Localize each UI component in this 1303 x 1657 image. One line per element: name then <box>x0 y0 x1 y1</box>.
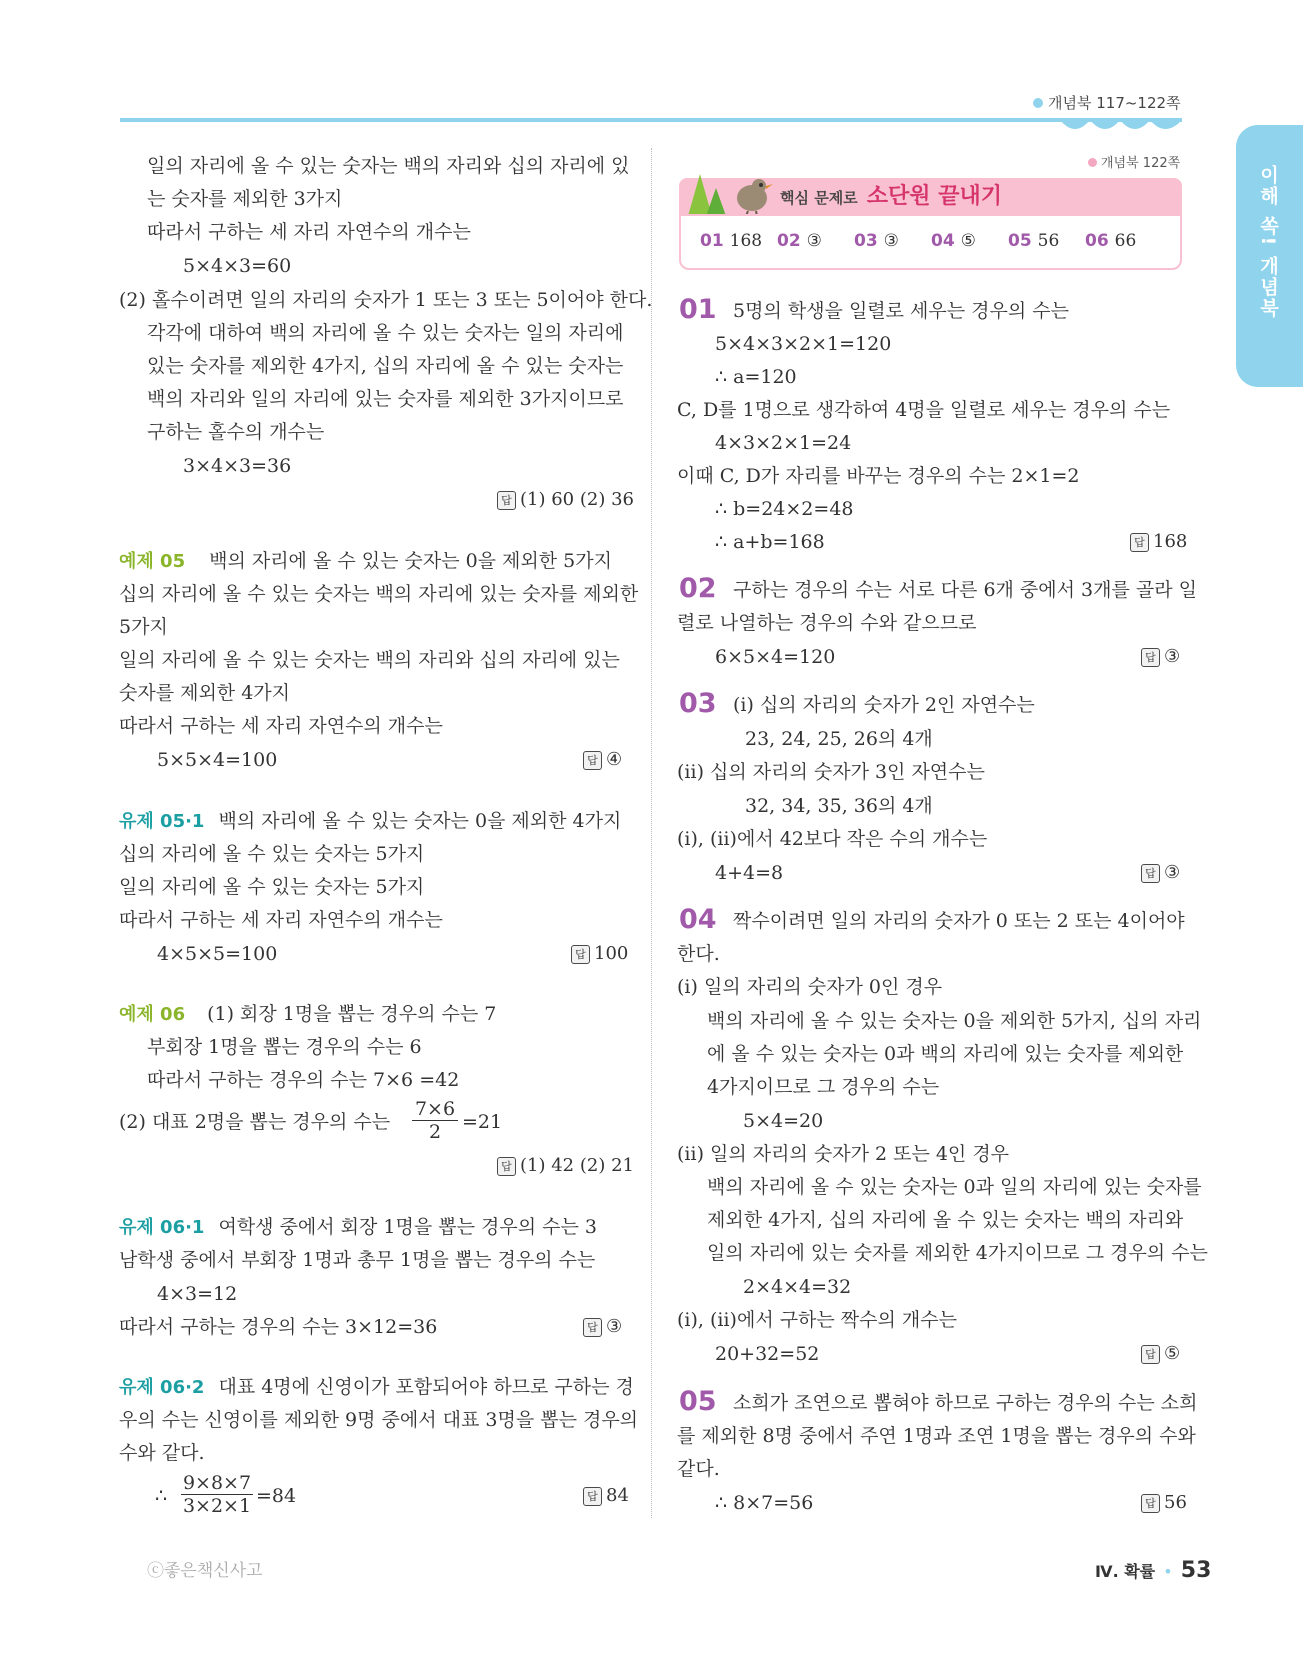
math-line: 20+32=52 <box>715 1343 820 1365</box>
answer: 답 ③ <box>1141 645 1180 669</box>
fraction-denominator: 2 <box>428 1121 442 1143</box>
column-divider <box>651 148 652 1518</box>
answer: 답 ③ <box>1141 861 1180 885</box>
text-line: 백의 자리에 올 수 있는 숫자는 0과 일의 자리에 있는 숫자를 <box>707 1176 1202 1198</box>
answer: 답 ⑤ <box>1141 1342 1180 1366</box>
answer-badge-icon: 답 <box>583 751 602 770</box>
answer-badge-icon: 답 <box>1141 864 1160 883</box>
fraction <box>181 1473 253 1516</box>
section-ref: 개념북 122쪽 <box>1088 155 1180 173</box>
text-line: 5명의 학생을 일렬로 세우는 경우의 수는 <box>733 300 1069 322</box>
text-line: C, D를 1명으로 생각하여 4명을 일렬로 세우는 경우의 수는 <box>677 399 1171 421</box>
text-line: 따라서 구하는 경우의 수는 7×6 =42 <box>147 1069 460 1091</box>
text-line: 일의 자리에 있는 숫자를 제외한 4가지이므로 그 경우의 수는 <box>707 1242 1208 1264</box>
text-line: 따라서 구하는 세 자리 자연수의 개수는 <box>119 715 443 737</box>
math-line: 6×5×4=120 <box>715 646 836 668</box>
text-line: (ⅰ) 십의 자리의 숫자가 2인 자연수는 <box>733 694 1035 716</box>
answer-badge-icon: 답 <box>497 1157 516 1176</box>
top-rule <box>120 118 1182 122</box>
text-line: 짝수이려면 일의 자리의 숫자가 0 또는 2 또는 4이어야 <box>733 910 1185 932</box>
math-line: 4+4=8 <box>715 862 784 884</box>
bullet-dot-icon <box>1033 98 1043 108</box>
fraction-denominator: 3×2×1 <box>182 1495 252 1517</box>
answer-summary-item <box>854 229 899 253</box>
text-line: 일의 자리에 올 수 있는 숫자는 백의 자리와 십의 자리에 있는 <box>119 649 620 671</box>
math-line: ∴ a=120 <box>715 366 797 388</box>
text-line: 따라서 구하는 세 자리 자연수의 개수는 <box>147 221 471 243</box>
math-line: =21 <box>462 1111 503 1133</box>
text-line: 렬로 나열하는 경우의 수와 같으므로 <box>677 612 977 634</box>
text-line: 같다. <box>677 1458 720 1480</box>
text-line: 수와 같다. <box>119 1442 205 1464</box>
exercise-05-1: 유제 05·1 백의 자리에 올 수 있는 숫자는 0을 제외한 4가지 <box>119 810 622 832</box>
answer: 답 (1) 42 (2) 21 <box>497 1154 634 1178</box>
page-footer <box>1095 1558 1211 1585</box>
text-line: 남학생 중에서 부회장 1명과 총무 1명을 뽑는 경우의 수는 <box>119 1249 596 1271</box>
text-line: 있는 숫자를 제외한 4가지, 십의 자리에 올 수 있는 숫자는 <box>147 355 624 377</box>
text-line: 구하는 경우의 수는 서로 다른 6개 중에서 3개를 골라 일 <box>733 579 1197 601</box>
example-label: 예제 06 <box>119 1004 186 1025</box>
problem-number: 01 <box>679 294 717 325</box>
text-line: 백의 자리에 올 수 있는 숫자는 0을 제외한 5가지, 십의 자리 <box>707 1010 1202 1032</box>
answer-badge-icon: 답 <box>571 945 590 964</box>
text-line: (2) 대표 2명을 뽑는 경우의 수는 <box>119 1111 391 1133</box>
answer-summary-value: ③ <box>883 231 899 251</box>
exercise-label: 유제 06·2 <box>119 1377 205 1398</box>
answer-summary-value: ⑤ <box>960 231 976 251</box>
answer-badge-icon: 답 <box>497 491 516 510</box>
answer: 답 ④ <box>583 748 622 772</box>
text-line: 따라서 구하는 세 자리 자연수의 개수는 <box>119 909 443 931</box>
example-05: 예제 05 백의 자리에 올 수 있는 숫자는 0을 제외한 5가지 <box>119 550 612 572</box>
fraction <box>412 1099 458 1142</box>
fraction-numerator: 7×6 <box>414 1098 456 1120</box>
problem-number: 04 <box>679 904 717 935</box>
answer-summary-item <box>1008 229 1059 253</box>
text-line: 구하는 홀수의 개수는 <box>147 421 325 443</box>
chapter-title: Ⅳ. 확률 <box>1095 1562 1156 1581</box>
text-line: 백의 자리와 일의 자리에 있는 숫자를 제외한 3가지이므로 <box>147 388 624 410</box>
answer-summary-item <box>931 229 976 253</box>
math-line: 4×5×5=100 <box>157 943 278 965</box>
answer-badge-icon: 답 <box>583 1318 602 1337</box>
text-line: 소희가 조연으로 뽑혀야 하므로 구하는 경우의 수는 소희 <box>733 1392 1198 1414</box>
exercise-label: 유제 05·1 <box>119 811 205 832</box>
bullet-dot-icon <box>1088 158 1097 167</box>
math-line: 5×4×3=60 <box>183 255 292 277</box>
answer-badge-icon: 답 <box>1141 1494 1160 1513</box>
text-line: 따라서 구하는 경우의 수는 3×12=36 <box>119 1316 438 1338</box>
answer-summary-number: 06 <box>1085 231 1109 251</box>
exercise-06-1: 유제 06·1 여학생 중에서 회장 1명을 뽑는 경우의 수는 3 <box>119 1216 597 1238</box>
math-line: 4×3=12 <box>157 1283 238 1305</box>
text-line: (ⅰ), (ⅱ)에서 구하는 짝수의 개수는 <box>677 1309 957 1331</box>
tree-bird-icon <box>680 166 780 216</box>
math-line: ∴ b=24×2=48 <box>715 498 854 520</box>
publisher: ⓒ좋은책신사고 <box>147 1561 263 1581</box>
math-line: ∴ 8×7=56 <box>715 1492 814 1514</box>
answer-badge-icon: 답 <box>1141 648 1160 667</box>
answer-summary-number: 02 <box>777 231 801 251</box>
math-line: 5×5×4=100 <box>157 749 278 771</box>
answer: 답 (1) 60 (2) 36 <box>497 488 634 512</box>
text-line: (2) 홀수이려면 일의 자리의 숫자가 1 또는 3 또는 5이어야 한다. <box>119 289 653 311</box>
math-line: 32, 34, 35, 36의 4개 <box>745 795 933 817</box>
text-line: 는 숫자를 제외한 3가지 <box>147 188 343 210</box>
math-line: ∴ a+b=168 <box>715 531 825 553</box>
exercise-label: 유제 06·1 <box>119 1217 205 1238</box>
math-line: 2×4×4=32 <box>743 1276 852 1298</box>
answer-summary <box>700 229 1170 255</box>
problem-number: 05 <box>679 1386 717 1417</box>
text-line: 한다. <box>677 943 720 965</box>
answer-summary-item <box>1085 229 1136 253</box>
text-line: 일의 자리에 올 수 있는 숫자는 5가지 <box>119 876 425 898</box>
text-line: 에 올 수 있는 숫자는 0과 백의 자리에 있는 숫자를 제외한 <box>707 1043 1184 1065</box>
answer-summary-item <box>700 229 762 253</box>
text-line: (ⅱ) 십의 자리의 숫자가 3인 자연수는 <box>677 761 985 783</box>
answer-summary-value: 66 <box>1114 231 1137 251</box>
example-06: 예제 06 (1) 회장 1명을 뽑는 경우의 수는 7 <box>119 1003 497 1025</box>
example-label: 예제 05 <box>119 551 186 572</box>
fraction-numerator: 9×8×7 <box>182 1472 252 1494</box>
text-line: (ⅱ) 일의 자리의 숫자가 2 또는 4인 경우 <box>677 1143 1010 1165</box>
math-line: =84 <box>256 1485 297 1507</box>
math-line: 4×3×2×1=24 <box>715 432 852 454</box>
banner-title: 핵심 문제로 소단원 끝내기 <box>780 184 1002 209</box>
wave-decoration <box>1060 120 1182 136</box>
text-line: 4가지이므로 그 경우의 수는 <box>707 1076 940 1098</box>
text-line: (ⅰ) 일의 자리의 숫자가 0인 경우 <box>677 976 943 998</box>
answer: 답 168 <box>1130 530 1187 554</box>
answer-summary-value: 168 <box>729 231 763 251</box>
header-ref: 개념북 117~122쪽 <box>1033 93 1181 113</box>
answer-badge-icon: 답 <box>1130 533 1149 552</box>
answer-summary-number: 03 <box>854 231 878 251</box>
text-line: 5가지 <box>119 616 168 638</box>
answer-summary-item <box>777 229 822 253</box>
page-number: 53 <box>1180 1558 1212 1583</box>
problem-number: 03 <box>679 688 717 719</box>
text-line: 우의 수는 신영이를 제외한 9명 중에서 대표 3명을 뽑는 경우의 <box>119 1409 639 1431</box>
dot-separator: • <box>1163 1562 1173 1581</box>
answer-summary-number: 05 <box>1008 231 1032 251</box>
answer-summary-value: 56 <box>1037 231 1060 251</box>
therefore-symbol: ∴ <box>155 1485 168 1507</box>
text-line: 각각에 대하여 백의 자리에 올 수 있는 숫자는 일의 자리에 <box>147 322 624 344</box>
text-line: 이때 C, D가 자리를 바꾸는 경우의 수는 2×1=2 <box>677 465 1080 487</box>
answer: 답 ③ <box>583 1315 622 1339</box>
answer: 답 56 <box>1141 1491 1187 1515</box>
text-line: 를 제외한 8명 중에서 주연 1명과 조연 1명을 뽑는 경우의 수와 <box>677 1425 1196 1447</box>
answer: 답 100 <box>571 942 628 966</box>
text-line: 일의 자리에 올 수 있는 숫자는 백의 자리와 십의 자리에 있 <box>147 155 630 177</box>
exercise-06-2: 유제 06·2 대표 4명에 신영이가 포함되어야 하므로 구하는 경 <box>119 1376 634 1398</box>
answer-summary-value: ③ <box>806 231 822 251</box>
text-line: 십의 자리에 올 수 있는 숫자는 백의 자리에 있는 숫자를 제외한 <box>119 583 639 605</box>
answer-badge-icon: 답 <box>583 1487 602 1506</box>
math-line: 5×4×3×2×1=120 <box>715 333 892 355</box>
text-line: (ⅰ), (ⅱ)에서 42보다 작은 수의 개수는 <box>677 828 988 850</box>
answer-badge-icon: 답 <box>1141 1345 1160 1364</box>
answer: 답 84 <box>583 1484 629 1508</box>
math-line: 23, 24, 25, 26의 4개 <box>745 728 933 750</box>
text-line: 숫자를 제외한 4가지 <box>119 682 290 704</box>
text-line: 제외한 4가지, 십의 자리에 올 수 있는 숫자는 백의 자리와 <box>707 1209 1184 1231</box>
text-line: 십의 자리에 올 수 있는 숫자는 5가지 <box>119 843 425 865</box>
side-tab-label: 이해 쏙! 개념북 <box>1257 165 1279 319</box>
answer-summary-number: 04 <box>931 231 955 251</box>
math-line: 5×4=20 <box>743 1110 824 1132</box>
math-line: 3×4×3=36 <box>183 455 292 477</box>
problem-number: 02 <box>679 573 717 604</box>
answer-summary-number: 01 <box>700 231 724 251</box>
text-line: 부회장 1명을 뽑는 경우의 수는 6 <box>147 1036 422 1058</box>
